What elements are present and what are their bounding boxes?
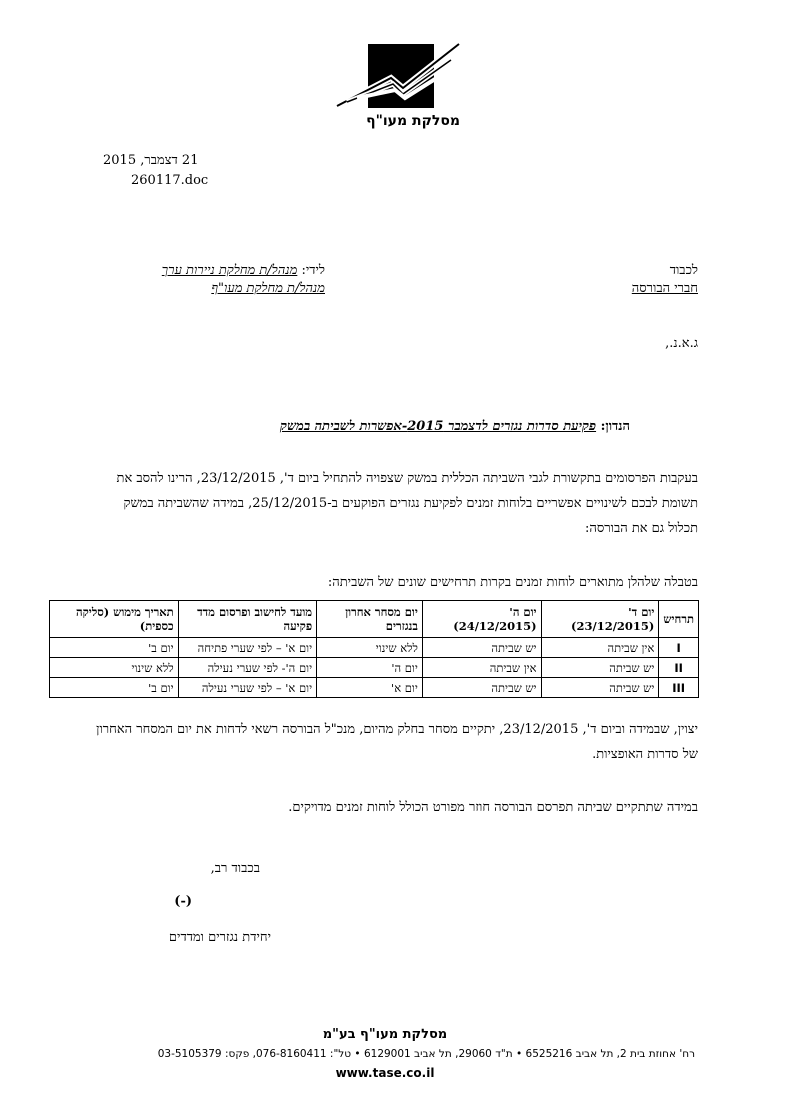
column-header: יום ה' (24/12/2015): [422, 601, 541, 638]
attention-line-2: מנהל/ת מחלקת מעו"ף: [211, 281, 325, 296]
table-header-row: [50, 601, 699, 638]
subject-text: פקיעת סדרות נגזרים לדצמבר 2015-אפשרות לשביתה במשק: [280, 419, 597, 434]
letter-date: 21 דצמבר, 2015: [103, 153, 199, 168]
table-row: [50, 678, 699, 698]
table-cell: I: [659, 638, 699, 658]
column-header: תרחיש: [659, 601, 699, 638]
table-cell: יש שביתה: [541, 658, 659, 678]
footer-company-name: מסלקת מעו"ף בע"מ: [322, 1027, 448, 1042]
table-cell: ללא שינוי: [50, 658, 179, 678]
logo-name: מסלקת מעו"ף: [366, 113, 460, 129]
table-cell: יום א': [317, 678, 423, 698]
body-paragraph-1: בעקבות הפרסומים בתקשורת לגבי השביתה הכללית במשק שצפויה להתחיל ביום ד', 23/12/2015, הרינו להסב את תשומת לבכם לשינויים אפשריים בלוחות זמנים לפקיעת נגזרים הפוקעים ב-25/12/2015, במידה שהשביתה במשק תכלול גם את הבורסה:: [116, 471, 698, 536]
attention-block: לידי: מנהל/ת מחלקת ניירות ערך מנהל/ת מחלקת מעו"ף: [161, 263, 325, 296]
subject-line: הנדון: פקיעת סדרות נגזרים לדצמבר 2015-אפשרות לשביתה במשק: [280, 419, 630, 434]
logo-mark-icon: [333, 40, 463, 120]
logo: [333, 40, 463, 120]
table-cell: יום ה': [317, 658, 423, 678]
footer-website: www.tase.co.il: [335, 1066, 435, 1080]
recipient-line-2: חברי הבורסה: [631, 281, 698, 296]
recipient-line-1: לכבוד: [669, 263, 698, 278]
column-header: מועד לחישוב ופרסום מדד פקיעה: [178, 601, 316, 638]
table-cell: יום א' – לפי שערי נעילה: [178, 678, 316, 698]
attention-label: לידי: [305, 263, 325, 278]
column-header: יום ד' (23/12/2015): [541, 601, 659, 638]
document-reference: 260117.doc: [131, 173, 209, 188]
table-cell: יש שביתה: [422, 638, 541, 658]
table-cell: יום א' – לפי שערי פתיחה: [178, 638, 316, 658]
footer-address: רח' אחוזת בית 2, תל אביב 6525216 • ת"ד 29060, תל אביב 6129001 • טל": 076-8160411, פקס: 03-5105379: [157, 1048, 695, 1060]
closing-regards: בכבוד רב,: [210, 861, 260, 876]
table-row: [50, 638, 699, 658]
greeting: ג.א.נ.,: [665, 336, 698, 351]
attention-line-1: מנהל/ת מחלקת ניירות ערך: [161, 263, 298, 278]
table-cell: אין שביתה: [541, 638, 659, 658]
table-cell: יש שביתה: [422, 678, 541, 698]
subject-label: הנדון: [605, 419, 630, 434]
table-cell: יש שביתה: [541, 678, 659, 698]
table-cell: יום ב': [50, 638, 179, 658]
body-paragraph-4: במידה שתתקיים שביתה תפרסם הבורסה חוזר מפורט הכולל לוחות זמנים מדויקים.: [288, 800, 698, 815]
scenario-table: [49, 600, 699, 698]
table-cell: יום ב': [50, 678, 179, 698]
table-cell: III: [659, 678, 699, 698]
recipient-block: [520, 262, 698, 298]
signature-mark: (-): [174, 894, 192, 909]
table-cell: אין שביתה: [422, 658, 541, 678]
body-paragraph-3: יצוין, שבמידה וביום ד', 23/12/2015, יתקיים מסחר בחלק מהיום, מנכ"ל הבורסה רשאי לדחות את יום המסחר האחרון של סדרות האופציות.: [96, 722, 698, 762]
table-row: [50, 658, 699, 678]
column-header: יום מסחר אחרון בנגזרים: [317, 601, 423, 638]
column-header: תאריך מימוש (סליקה כספית): [50, 601, 179, 638]
body-paragraph-2: בטבלה שלהלן מתוארים לוחות זמנים בקרות תרחישים שונים של השביתה:: [327, 575, 698, 590]
table-cell: ללא שינוי: [317, 638, 423, 658]
signing-unit: יחידת נגזרים ומדדים: [168, 930, 271, 945]
table-cell: II: [659, 658, 699, 678]
table-cell: יום ה'- לפי שערי נעילה: [178, 658, 316, 678]
